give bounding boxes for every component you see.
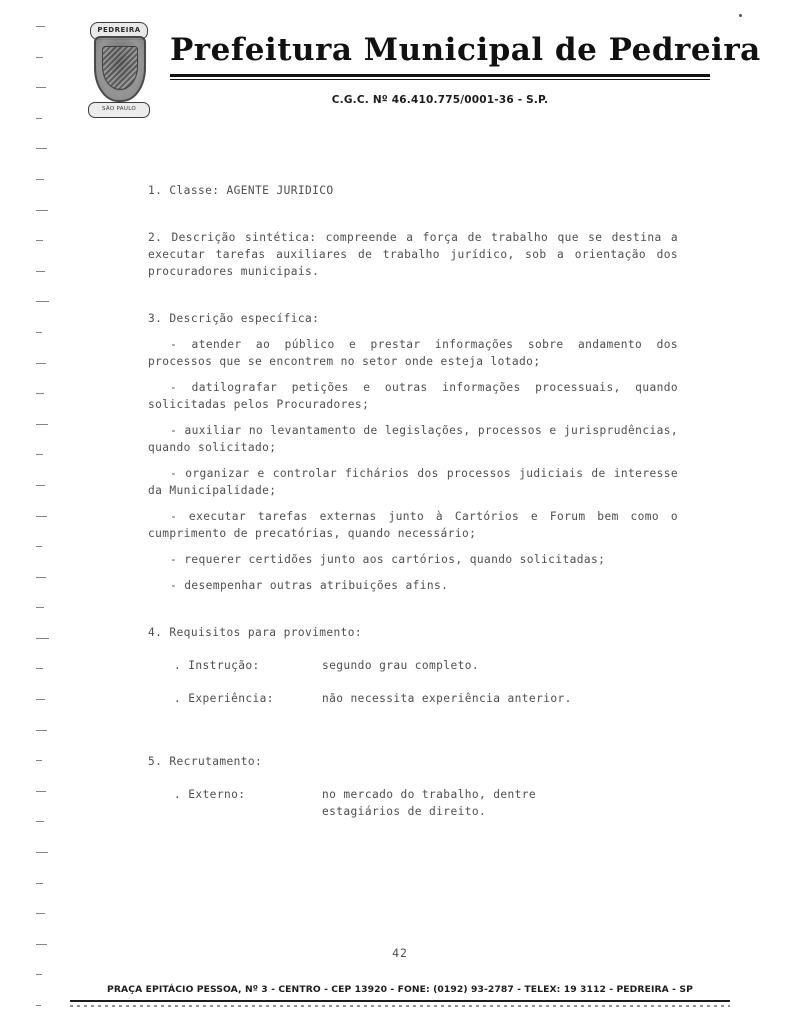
section-5-row-value: estagiários de direito. [322,805,487,818]
section-4-row [148,657,678,674]
cgc-number: C.G.C. Nº 46.410.775/0001-36 - S.P. [331,93,549,106]
crest-bottom-ribbon-label: SÃO PAULO [88,102,150,118]
section-5-row-label-empty [174,803,322,820]
section-2-descricao-sintetica: 2. Descrição sintética: compreende a força de trabalho que se destina a executar tarefas auxiliares de trabalho jurídico, sob a orientação dos procuradores municipais. [148,231,678,278]
header-title-block [170,32,761,106]
section-4-row-label: . Experiência: [174,692,274,705]
section-3-bullet: - requerer certidões junto aos cartórios, quando solicitadas; [170,553,606,566]
coat-of-arms-icon [86,22,152,118]
section-3-bullet: - desempenhar outras atribuições afins. [170,579,449,592]
section-3-bullet: - atender ao público e prestar informações sobre andamento dos processos que se encontrem no setor onde esteja lotado; [148,338,678,368]
document-header [70,20,761,140]
footer-dotted-rule [70,1005,730,1007]
page-title: Prefeitura Municipal de Pedreira [170,32,761,68]
section-5-row [148,786,678,803]
scan-artifact-dot [739,14,742,17]
section-3-title: 3. Descrição específica: [148,312,320,325]
section-3-bullet: - executar tarefas externas junto à Cartórios e Forum bem como o cumprimento de precatórias, quando necessário; [148,510,678,540]
section-1-classe: 1. Classe: AGENTE JURIDICO [148,184,334,197]
section-4-title: 4. Requisitos para provimento: [148,626,363,639]
section-4-row-label: . Instrução: [174,659,260,672]
section-5-row-label: . Externo: [174,788,246,801]
section-4-row-value: não necessita experiência anterior. [322,692,572,705]
page-number: 42 [392,946,408,960]
section-3-bullet: - datilografar petições e outras informações processuais, quando solicitadas pelos Procuradores; [148,381,678,411]
section-5-title: 5. Recrutamento: [148,755,263,768]
section-3-bullet: - auxiliar no levantamento de legislações, processos e jurisprudências, quando solicitado; [148,424,678,454]
document-body [148,182,678,820]
footer-rule [70,1000,730,1002]
section-3-bullet: - organizar e controlar fichários dos processos judiciais de interesse da Municipalidade; [148,467,678,497]
title-underline [170,74,710,80]
document-footer [70,984,730,1007]
section-4-row-value: segundo grau completo. [322,659,479,672]
section-5-row-value: no mercado do trabalho, dentre [322,788,537,801]
scan-edge-marks [36,26,54,1006]
crest-shield [94,36,146,102]
crest-top-ribbon-label: PEDREIRA [90,22,148,40]
footer-address: PRAÇA EPITÁCIO PESSOA, Nº 3 - CENTRO - CEP 13920 - FONE: (0192) 93-2787 - TELEX: 19 3112 - PEDREIRA - SP [107,984,693,995]
section-4-row [148,690,678,707]
section-5-row-continuation [148,803,678,820]
